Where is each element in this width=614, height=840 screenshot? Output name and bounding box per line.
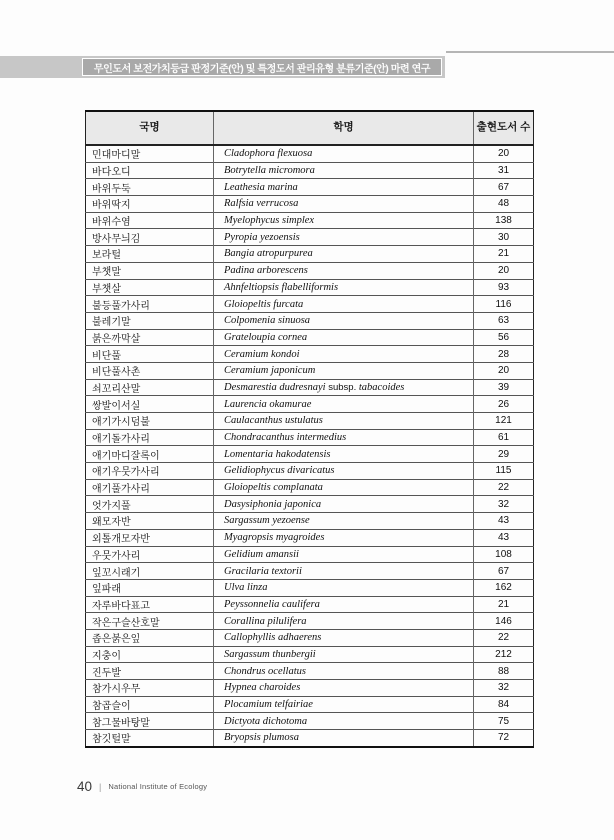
island-count-cell: 48 [474,196,534,213]
table-row [86,279,534,296]
scientific-name-cell: Peyssonnelia caulifera [214,596,474,613]
scientific-name-cell: Chondracanthus intermedius [214,429,474,446]
island-count-cell: 22 [474,479,534,496]
korean-name-cell: 바다오디 [86,162,214,179]
scientific-name-cell: Pyropia yezoensis [214,229,474,246]
table-row [86,596,534,613]
island-count-cell: 146 [474,613,534,630]
table-row [86,546,534,563]
table-row [86,713,534,730]
korean-name-cell: 왜모자반 [86,513,214,530]
table-row [86,246,534,263]
korean-name-cell: 애기돌가사리 [86,429,214,446]
scientific-name-cell: Laurencia okamurae [214,396,474,413]
page-footer [77,779,207,794]
running-title: 무인도서 보전가치등급 판정기준(안) 및 특정도서 관리유형 분류기준(안) 마련 연구 [82,58,442,76]
korean-name-cell: 참곱슬이 [86,696,214,713]
scientific-name-cell: Myelophycus simplex [214,212,474,229]
korean-name-cell: 자루바다표고 [86,596,214,613]
scientific-name-cell: Gelidium amansii [214,546,474,563]
island-count-cell: 63 [474,312,534,329]
table-row [86,496,534,513]
scientific-name-cell: Ralfsia verrucosa [214,196,474,213]
korean-name-cell: 지충이 [86,646,214,663]
korean-name-cell: 불등풀가사리 [86,296,214,313]
island-count-cell: 116 [474,296,534,313]
footer-divider: | [99,781,102,792]
table-row [86,446,534,463]
scientific-name-cell: Desmarestia dudresnayi subsp. tabacoides [214,379,474,396]
korean-name-cell: 비단풀사촌 [86,362,214,379]
table-row [86,646,534,663]
island-count-cell: 43 [474,529,534,546]
table-row [86,346,534,363]
scientific-name-cell: Hypnea charoides [214,680,474,697]
scientific-name-cell: Ahnfeltiopsis flabelliformis [214,279,474,296]
island-count-cell: 26 [474,396,534,413]
scientific-name-cell: Padina arborescens [214,262,474,279]
table-row [86,680,534,697]
korean-name-cell: 바위두둑 [86,179,214,196]
scientific-name-cell: Leathesia marina [214,179,474,196]
korean-name-cell: 바위딱지 [86,196,214,213]
table-header [86,111,534,145]
island-count-cell: 30 [474,229,534,246]
island-count-cell: 20 [474,362,534,379]
korean-name-cell: 방사무늬김 [86,229,214,246]
table-row [86,329,534,346]
island-count-cell: 56 [474,329,534,346]
island-count-cell: 88 [474,663,534,680]
table-row [86,162,534,179]
island-count-cell: 39 [474,379,534,396]
col-header-island-count: 출현도서 수 [474,111,534,145]
korean-name-cell: 참깃털말 [86,730,214,747]
header-band [0,56,445,78]
island-count-cell: 121 [474,413,534,430]
korean-name-cell: 쌍발이서실 [86,396,214,413]
island-count-cell: 67 [474,179,534,196]
scientific-name-cell: Botrytella micromora [214,162,474,179]
island-count-cell: 75 [474,713,534,730]
table-row [86,513,534,530]
table-row [86,413,534,430]
table-row [86,212,534,229]
island-count-cell: 31 [474,162,534,179]
korean-name-cell: 외톨개모자반 [86,529,214,546]
korean-name-cell: 작은구슬산호말 [86,613,214,630]
header-rule [446,51,614,53]
island-count-cell: 67 [474,563,534,580]
island-count-cell: 20 [474,145,534,162]
korean-name-cell: 진두발 [86,663,214,680]
korean-name-cell: 엇가지풀 [86,496,214,513]
scientific-name-cell: Bryopsis plumosa [214,730,474,747]
table-row [86,229,534,246]
scientific-name-cell: Grateloupia cornea [214,329,474,346]
col-header-korean-name: 국명 [86,111,214,145]
korean-name-cell: 잎꼬시래기 [86,563,214,580]
table-row [86,629,534,646]
table-row [86,563,534,580]
table-body [86,145,534,747]
korean-name-cell: 좁은붉은잎 [86,629,214,646]
island-count-cell: 162 [474,579,534,596]
korean-name-cell: 부챗말 [86,262,214,279]
scientific-name-cell: Gloiopeltis furcata [214,296,474,313]
island-count-cell: 28 [474,346,534,363]
scientific-name-cell: Gloiopeltis complanata [214,479,474,496]
scientific-name-cell: Ceramium kondoi [214,346,474,363]
scientific-name-cell: Lomentaria hakodatensis [214,446,474,463]
scientific-name-cell: Bangia atropurpurea [214,246,474,263]
island-count-cell: 212 [474,646,534,663]
scientific-name-cell: Plocamium telfairiae [214,696,474,713]
table-row [86,429,534,446]
island-count-cell: 32 [474,496,534,513]
table-row [86,312,534,329]
table-row [86,196,534,213]
korean-name-cell: 민대마디말 [86,145,214,162]
scientific-name-cell: Dictyota dichotoma [214,713,474,730]
korean-name-cell: 비단풀 [86,346,214,363]
island-count-cell: 22 [474,629,534,646]
table-row [86,396,534,413]
scientific-name-cell: Callophyllis adhaerens [214,629,474,646]
species-table [85,110,534,748]
korean-name-cell: 우뭇가사리 [86,546,214,563]
island-count-cell: 61 [474,429,534,446]
island-count-cell: 93 [474,279,534,296]
table-row [86,379,534,396]
scientific-name-cell: Myagropsis myagroides [214,529,474,546]
island-count-cell: 72 [474,730,534,747]
table-row [86,663,534,680]
scientific-name-cell: Chondrus ocellatus [214,663,474,680]
island-count-cell: 138 [474,212,534,229]
scientific-name-cell: Sargassum thunbergii [214,646,474,663]
island-count-cell: 20 [474,262,534,279]
korean-name-cell: 바위수염 [86,212,214,229]
scientific-name-cell: Sargassum yezoense [214,513,474,530]
scientific-name-cell: Gelidiophycus divaricatus [214,463,474,480]
scientific-name-cell: Corallina pilulifera [214,613,474,630]
scientific-name-cell: Cladophora flexuosa [214,145,474,162]
korean-name-cell: 애기가시덤불 [86,413,214,430]
table-row [86,463,534,480]
footer-organization: National Institute of Ecology [108,782,208,791]
korean-name-cell: 잎파래 [86,579,214,596]
table-row [86,296,534,313]
table-row [86,179,534,196]
korean-name-cell: 애기풀가사리 [86,479,214,496]
table-row [86,696,534,713]
table-row [86,145,534,162]
scientific-name-cell: Gracilaria textorii [214,563,474,580]
table-row [86,479,534,496]
korean-name-cell: 쇠꼬리산말 [86,379,214,396]
island-count-cell: 115 [474,463,534,480]
scientific-name-cell: Dasysiphonia japonica [214,496,474,513]
island-count-cell: 29 [474,446,534,463]
col-header-scientific-name: 학명 [214,111,474,145]
island-count-cell: 21 [474,596,534,613]
korean-name-cell: 참그물바탕말 [86,713,214,730]
island-count-cell: 108 [474,546,534,563]
island-count-cell: 32 [474,680,534,697]
table-row [86,730,534,747]
island-count-cell: 21 [474,246,534,263]
table-row [86,362,534,379]
scientific-name-cell: Caulacanthus ustulatus [214,413,474,430]
korean-name-cell: 보라털 [86,246,214,263]
korean-name-cell: 참가시우무 [86,680,214,697]
scientific-name-cell: Colpomenia sinuosa [214,312,474,329]
table-row [86,529,534,546]
island-count-cell: 84 [474,696,534,713]
korean-name-cell: 애기마디잘록이 [86,446,214,463]
table-row [86,579,534,596]
table-row [86,613,534,630]
scientific-name-cell: Ulva linza [214,579,474,596]
table-row [86,262,534,279]
island-count-cell: 43 [474,513,534,530]
korean-name-cell: 애기우뭇가사리 [86,463,214,480]
page-number: 40 [77,779,93,794]
korean-name-cell: 불레기말 [86,312,214,329]
scientific-name-cell: Ceramium japonicum [214,362,474,379]
table-header-row [86,111,534,145]
korean-name-cell: 부챗살 [86,279,214,296]
korean-name-cell: 붉은까막살 [86,329,214,346]
